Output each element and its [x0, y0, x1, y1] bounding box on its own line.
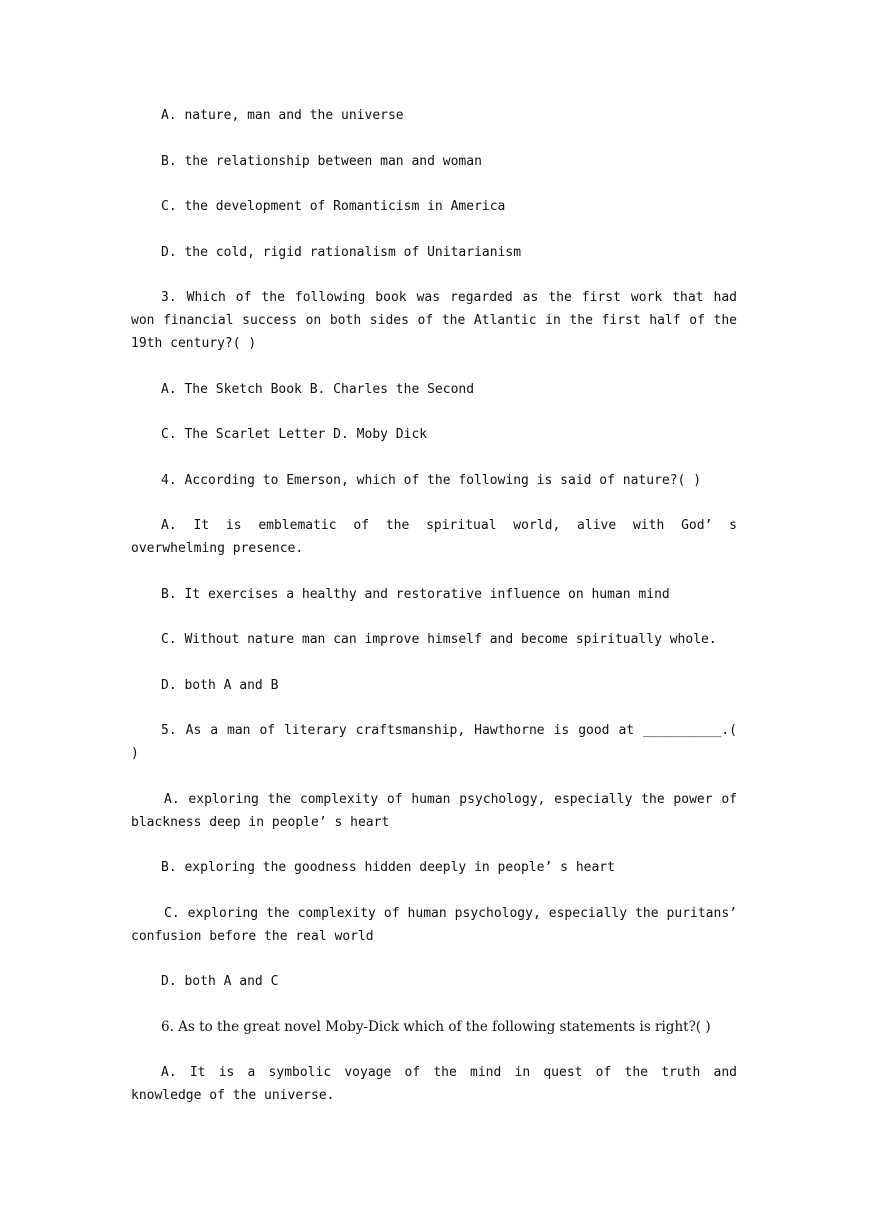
option-a-q2: A. nature, man and the universe [161, 108, 404, 123]
option-b-q5: B. exploring the goodness hidden deeply in people’ s heart [161, 860, 615, 875]
option-d-q5: D. both A and C [161, 974, 279, 989]
options-cd-q3: C. The Scarlet Letter D. Moby Dick [161, 427, 428, 442]
option-a-q4: A. It is emblematic of the spiritual world, alive with God’ s overwhelming presence. [131, 518, 737, 556]
option-a-q6: A. It is a symbolic voyage of the mind in quest of the truth and knowledge of the universe. [131, 1065, 737, 1103]
option-c-q2: C. the development of Romanticism in America [161, 199, 506, 214]
question-3: 3. Which of the following book was regarded as the first work that had won financial success on both sides of the Atlantic in the first half of the 19th century?( ) [131, 290, 737, 351]
option-b-q2: B. the relationship between man and woman [161, 153, 482, 169]
option-a-q5: A. exploring the complexity of human psychology, especially the power of blackness deep in people’ s heart [131, 791, 737, 830]
document-body [131, 104, 737, 1130]
question-4: 4. According to Emerson, which of the following is said of nature?( ) [161, 472, 702, 488]
option-d-q4: D. both A and B [161, 677, 279, 693]
option-c-q4: C. Without nature man can improve himself and become spiritually whole. [161, 632, 717, 647]
question-5: 5. As a man of literary craftsmanship, Hawthorne is good at __________.( ) [131, 723, 737, 761]
option-c-q5: C. exploring the complexity of human psychology, especially the puritans’ confusion before the real world [131, 905, 737, 944]
option-b-q4: B. It exercises a healthy and restorative influence on human mind [161, 586, 670, 602]
option-d-q2: D. the cold, rigid rationalism of Unitarianism [161, 244, 522, 260]
question-6: 6. As to the great novel Moby-Dick which of the following statements is right?( ) [161, 1018, 711, 1035]
options-ab-q3: A. The Sketch Book B. Charles the Second [161, 381, 475, 397]
